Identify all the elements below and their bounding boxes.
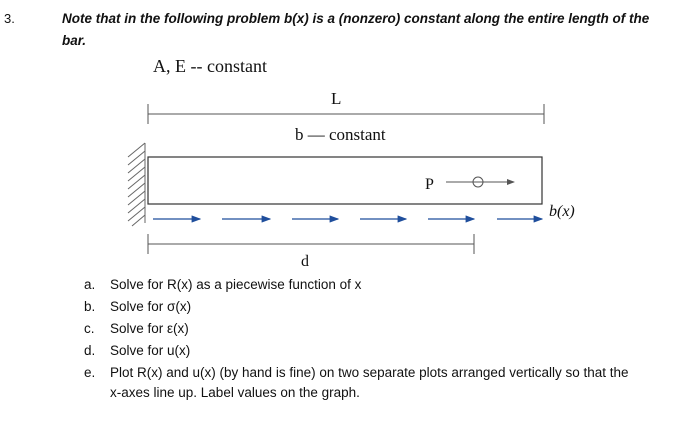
question-marker: a. (84, 277, 96, 292)
fixed-wall-support (128, 143, 145, 226)
question-text: Solve for u(x) (110, 343, 191, 358)
question-marker: e. (84, 365, 96, 380)
question-text: Solve for σ(x) (110, 299, 192, 314)
load-label: b — constant (295, 125, 386, 144)
question-text: Solve for R(x) as a piecewise function of x (110, 277, 362, 292)
question-e (84, 365, 629, 380)
question-e-continuation: x-axes line up. Label values on the graph. (110, 385, 360, 400)
question-text: Plot R(x) and u(x) (by hand is fine) on two separate plots arranged vertically so that the (110, 365, 629, 380)
question-marker: d. (84, 343, 96, 358)
distance-label: d (301, 253, 309, 270)
question-marker: c. (84, 321, 95, 336)
problem-note-line-2: bar. (62, 33, 87, 48)
distance-dimension (148, 234, 474, 254)
problem-note-line-1: Note that in the following problem b(x) is a (nonzero) constant along the entire length of the (62, 11, 650, 26)
question-a (84, 277, 361, 292)
length-label: L (331, 89, 342, 108)
point-load-arrow (446, 177, 514, 187)
question-text: Solve for ε(x) (110, 321, 189, 336)
question-marker: b. (84, 299, 96, 314)
question-b (84, 299, 191, 314)
distributed-load-label: b(x) (549, 203, 575, 220)
question-d (84, 343, 190, 358)
force-label: P (425, 176, 434, 193)
material-label: A, E -- constant (153, 56, 267, 76)
length-dimension (148, 104, 544, 124)
question-c (84, 321, 189, 336)
problem-number: 3. (4, 11, 15, 26)
